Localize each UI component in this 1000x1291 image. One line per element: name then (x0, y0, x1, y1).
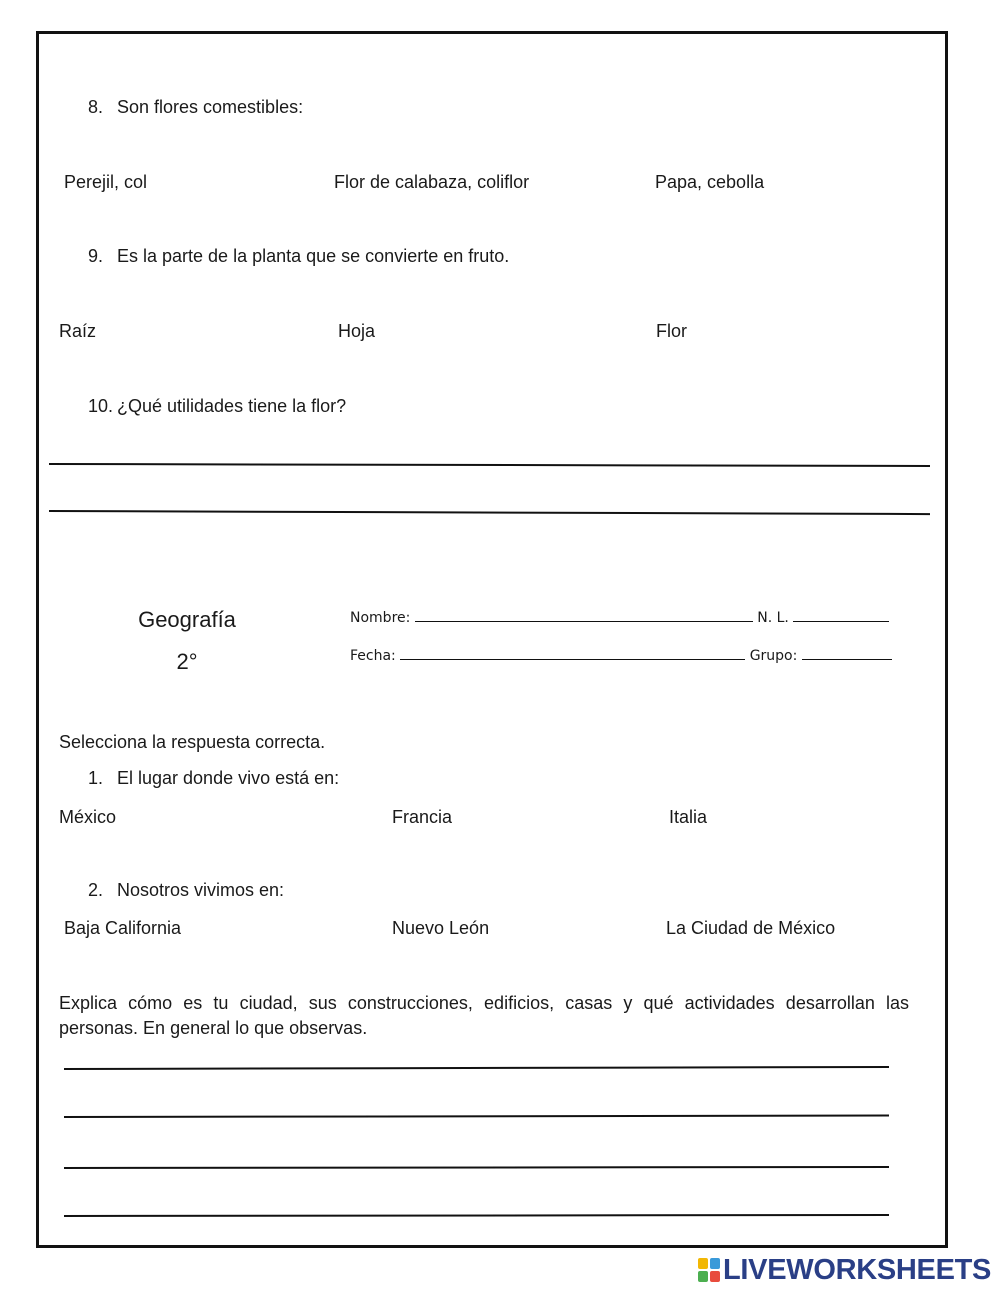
q2-option-c[interactable]: La Ciudad de México (666, 918, 836, 938)
group-field[interactable] (802, 647, 892, 660)
nl-label: N. L. (757, 610, 789, 626)
question-text: Nosotros vivimos en: (117, 880, 285, 900)
q1-option-c[interactable]: Italia (669, 807, 708, 827)
logo-block (710, 1271, 720, 1282)
question-1 (88, 768, 339, 788)
q9-option-c[interactable]: Flor (656, 321, 687, 341)
group-label: Grupo: (749, 648, 798, 664)
date-row (350, 647, 892, 664)
logo-block (698, 1271, 708, 1282)
q9-option-b[interactable]: Hoja (338, 321, 376, 341)
question-8 (88, 97, 303, 117)
question-number: 10. (88, 396, 114, 416)
question-text: Es la parte de la planta que se convierte en fruto. (117, 246, 510, 266)
logo-block (698, 1258, 708, 1269)
name-row (350, 609, 889, 626)
q1-option-a[interactable]: México (59, 807, 117, 827)
nl-field[interactable] (793, 609, 889, 622)
date-label: Fecha: (350, 648, 396, 664)
subject-title: Geografía (138, 607, 236, 632)
question-text: ¿Qué utilidades tiene la flor? (117, 396, 347, 416)
instruction: Selecciona la respuesta correcta. (59, 732, 326, 752)
brand-name: LIVEWORKSHEETS (723, 1253, 992, 1286)
question-number: 9. (88, 246, 104, 266)
q8-option-c[interactable]: Papa, cebolla (655, 172, 765, 192)
name-label: Nombre: (350, 610, 411, 626)
question-10 (88, 396, 346, 416)
logo-block (710, 1258, 720, 1269)
question-9 (88, 246, 509, 266)
question-number: 2. (88, 880, 104, 900)
q1-option-b[interactable]: Francia (392, 807, 453, 827)
q2-option-b[interactable]: Nuevo León (392, 918, 490, 938)
question-text: Son flores comestibles: (117, 97, 304, 117)
logo-blocks-icon (698, 1258, 720, 1282)
grade-label: 2° (176, 649, 198, 674)
date-field[interactable] (400, 647, 745, 660)
q9-option-a[interactable]: Raíz (59, 321, 97, 341)
liveworksheets-logo (698, 1253, 992, 1286)
q8-option-a[interactable]: Perejil, col (64, 172, 148, 192)
question-number: 1. (88, 768, 104, 788)
question-2 (88, 880, 284, 900)
question-text: El lugar donde vivo está en: (117, 768, 340, 788)
explain-prompt: Explica cómo es tu ciudad, sus construcciones, edificios, casas y qué actividades desarrollan las personas. En general lo que observas. (59, 993, 909, 1038)
question-number: 8. (88, 97, 104, 117)
name-field[interactable] (415, 609, 753, 622)
q2-option-a[interactable]: Baja California (64, 918, 182, 938)
q8-option-b[interactable]: Flor de calabaza, coliflor (334, 172, 530, 192)
